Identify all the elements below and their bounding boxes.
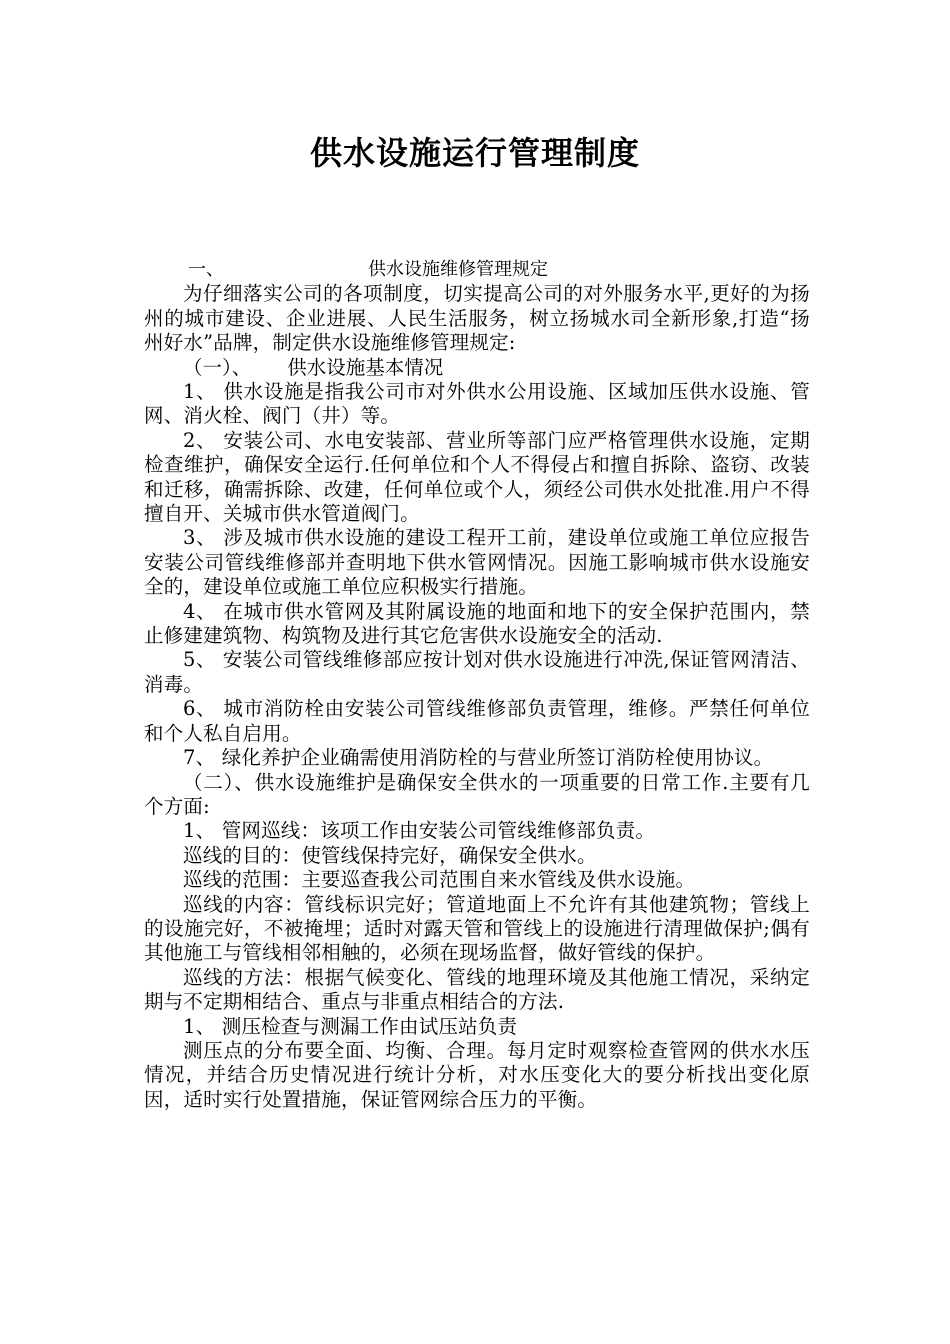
subsection-number: （一）、 bbox=[183, 355, 252, 379]
section-heading-1 bbox=[144, 258, 810, 282]
subsection-number: （二）、 bbox=[183, 770, 255, 794]
subsection-heading-1 bbox=[144, 356, 810, 380]
list-item: 巡线的内容：管线标识完好；管道地面上不允许有其他建筑物；管线上的设施完好，不被掩埋；适时对露天管和管线上的设施进行清理做保护;偶有其他施工与管线相邻相触的，必须在现场监督，做好管线的保护。 bbox=[144, 892, 810, 965]
list-item: 2、 安装公司、水电安装部、营业所等部门应严格管理供水设施，定期检查维护，确保安全运行.任何单位和个人不得侵占和擅自拆除、盗窃、改装和迁移，确需拆除、改建，任何单位或个人，须经公司供水处批准.用户不得擅自开、关城市供水管道阀门。 bbox=[144, 428, 810, 526]
subsection-heading-2 bbox=[144, 771, 810, 820]
list-item: 测压点的分布要全面、均衡、合理。每月定时观察检查管网的供水水压情况，并结合历史情况进行统计分析，对水压变化大的要分析找出变化原因，适时实行处置措施，保证管网综合压力的平衡。 bbox=[144, 1038, 810, 1111]
subsection-title: 供水设施基本情况 bbox=[287, 355, 444, 379]
list-item: 1、 测压检查与测漏工作由试压站负责 bbox=[183, 1014, 518, 1038]
list-item: 巡线的范围：主要巡查我公司范围自来水管线及供水设施。 bbox=[183, 868, 696, 892]
list-item: 5、 安装公司管线维修部应按计划对供水设施进行冲洗,保证管网清洁、消毒。 bbox=[144, 648, 810, 696]
list-item: 1、 供水设施是指我公司市对外供水公用设施、区域加压供水设施、管网、消火栓、阀门（井）等。 bbox=[144, 380, 810, 428]
document-title: 供水设施运行管理制度 bbox=[309, 134, 640, 172]
intro-paragraph: 为仔细落实公司的各项制度，切实提高公司的对外服务水平,更好的为扬州的城市建设、企业进展、人民生活服务，树立扬城水司全新形象,打造“扬州好水”品牌，制定供水设施维修管理规定: bbox=[144, 282, 810, 355]
list-item: 7、 绿化养护企业确需使用消防栓的与营业所签订消防栓使用协议。 bbox=[183, 746, 774, 770]
list-item: 巡线的目的：使管线保持完好，确保安全供水。 bbox=[183, 843, 597, 867]
list-item: 3、 涉及城市供水设施的建设工程开工前，建设单位或施工单位应报告安装公司管线维修部并查明地下供水管网情况。因施工影响城市供水设施安全的，建设单位或施工单位应积极实行措施。 bbox=[144, 526, 810, 599]
section-number: 一、 bbox=[188, 259, 224, 280]
list-item: 4、 在城市供水管网及其附属设施的地面和地下的安全保护范围内，禁止修建建筑物、构筑物及进行其它危害供水设施安全的活动. bbox=[144, 599, 810, 648]
list-item: 6、 城市消防栓由安装公司管线维修部负责管理，维修。严禁任何单位和个人私自启用。 bbox=[144, 697, 810, 745]
section-title: 供水设施维修管理规定 bbox=[368, 259, 548, 280]
list-item: 1、 管网巡线：该项工作由安装公司管线维修部负责。 bbox=[183, 819, 656, 843]
document-body bbox=[144, 258, 810, 1112]
subsection-title: 供水设施维护是确保安全供水的一项重要的日常工作.主要有几个方面: bbox=[144, 770, 810, 818]
list-item: 巡线的方法：根据气候变化、管线的地理环境及其他施工情况，采纳定期与不定期相结合、重点与非重点相结合的方法. bbox=[144, 965, 810, 1014]
